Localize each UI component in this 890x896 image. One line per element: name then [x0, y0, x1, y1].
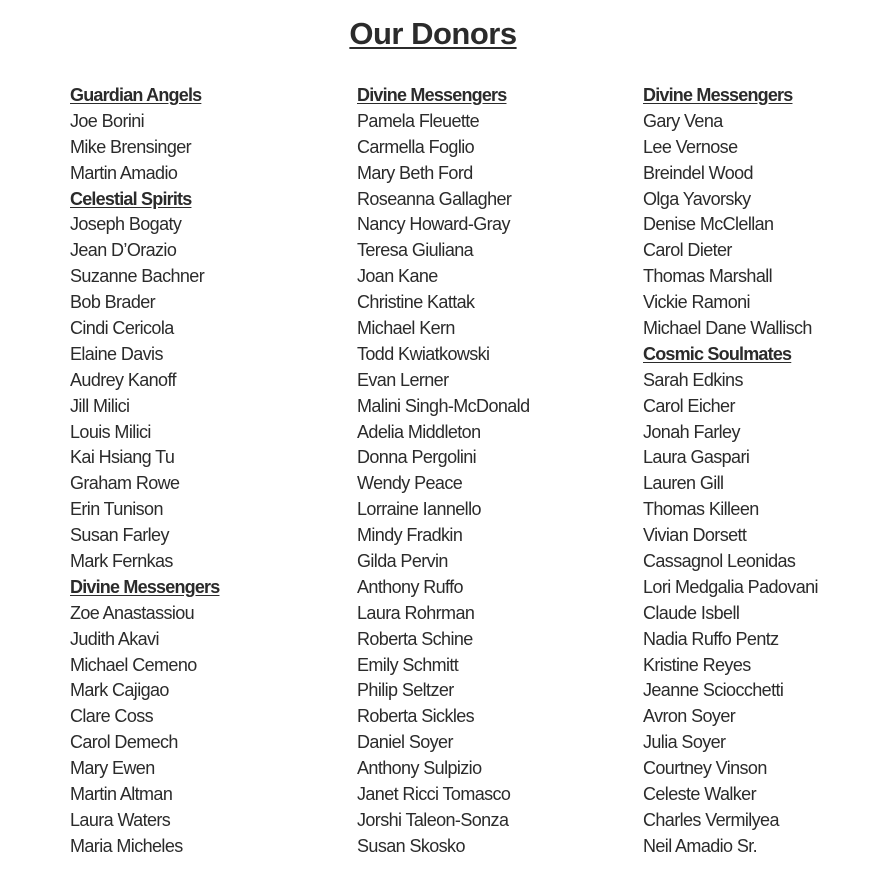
donor-name: Carol Demech	[70, 732, 178, 753]
donor-name: Jean D’Orazio	[70, 240, 177, 261]
donor-name: Denise McClellan	[643, 214, 774, 235]
donor-name: Susan Farley	[70, 525, 169, 546]
donor-column-3	[643, 83, 890, 860]
donor-name: Nadia Ruffo Pentz	[643, 628, 779, 649]
donor-name: Todd Kwiatkowski	[357, 343, 490, 364]
donor-name: Adelia Middleton	[357, 421, 481, 442]
donor-column-2	[357, 83, 607, 860]
donor-name: Carmella Foglio	[357, 136, 475, 157]
donor-name: Judith Akavi	[70, 628, 159, 649]
donor-name: Pamela Fleuette	[357, 110, 480, 131]
donor-name: Nancy Howard-Gray	[357, 214, 510, 235]
donor-name: Gilda Pervin	[357, 551, 448, 572]
donor-name: Roseanna Gallagher	[357, 188, 512, 209]
donor-name: Courtney Vinson	[643, 758, 767, 779]
donor-name: Roberta Sickles	[357, 706, 475, 727]
donor-tier-heading: Cosmic Soulmates	[643, 343, 792, 364]
donor-name: Bob Brader	[70, 292, 156, 313]
donor-name: Christine Kattak	[357, 292, 475, 313]
donor-name: Zoe Anastassiou	[70, 602, 195, 623]
donor-name: Thomas Marshall	[643, 266, 773, 287]
donor-name: Mindy Fradkin	[357, 525, 463, 546]
donor-name: Lee Vernose	[643, 136, 738, 157]
donor-name: Mark Cajigao	[70, 680, 169, 701]
donor-tier-heading: Guardian Angels	[70, 85, 202, 105]
donor-name: Celeste Walker	[643, 784, 756, 805]
donor-name: Anthony Ruffo	[357, 576, 463, 597]
donor-name: Maria Micheles	[70, 835, 183, 856]
donor-name: Kai Hsiang Tu	[70, 447, 175, 468]
donor-name: Emily Schmitt	[357, 654, 459, 675]
donor-name: Anthony Sulpizio	[357, 758, 482, 779]
donor-name: Wendy Peace	[357, 473, 463, 494]
donor-name: Gary Vena	[643, 110, 723, 131]
donor-tier-heading: Divine Messengers	[357, 85, 507, 105]
donor-name: Thomas Killeen	[643, 499, 759, 520]
donor-name: Vivian Dorsett	[643, 525, 747, 546]
donor-name: Joseph Bogaty	[70, 214, 182, 235]
donor-name: Louis Milici	[70, 421, 151, 442]
donor-name: Audrey Kanoff	[70, 369, 176, 390]
donor-name: Erin Tunison	[70, 499, 163, 520]
donor-name: Janet Ricci Tomasco	[357, 784, 511, 805]
donor-name: Malini Singh-McDonald	[357, 395, 530, 416]
donor-name: Lauren Gill	[643, 473, 724, 494]
donor-name: Suzanne Bachner	[70, 266, 205, 287]
donor-name: Carol Eicher	[643, 395, 735, 416]
donor-name: Laura Waters	[70, 809, 171, 830]
donor-name: Joe Borini	[70, 110, 145, 131]
donor-column-1	[70, 83, 320, 860]
donor-name: Martin Amadio	[70, 162, 178, 183]
donor-name: Michael Kern	[357, 318, 455, 339]
donor-name: Jonah Farley	[643, 421, 740, 442]
donor-name: Laura Gaspari	[643, 447, 750, 468]
donor-name: Charles Vermilyea	[643, 809, 779, 830]
donor-name: Jill Milici	[70, 395, 130, 416]
donor-name: Julia Soyer	[643, 732, 726, 753]
donor-name: Kristine Reyes	[643, 654, 751, 675]
donor-name: Lorraine Iannello	[357, 499, 481, 520]
donor-name: Mary Ewen	[70, 758, 155, 779]
donor-name: Lori Medgalia Padovani	[643, 576, 818, 597]
donor-name: Michael Dane Wallisch	[643, 318, 812, 339]
donor-name: Teresa Giuliana	[357, 240, 474, 261]
donor-name: Michael Cemeno	[70, 654, 197, 675]
donor-name: Jorshi Taleon-Sonza	[357, 809, 509, 830]
donor-name: Cassagnol Leonidas	[643, 551, 796, 572]
donor-name: Claude Isbell	[643, 602, 740, 623]
donor-name: Daniel Soyer	[357, 732, 453, 753]
donor-name: Olga Yavorsky	[643, 188, 751, 209]
donor-name: Jeanne Sciocchetti	[643, 680, 784, 701]
donor-name: Joan Kane	[357, 266, 438, 287]
donor-tier-heading: Divine Messengers	[643, 85, 793, 105]
donor-name: Elaine Davis	[70, 343, 163, 364]
donor-tier-heading: Divine Messengers	[70, 576, 220, 597]
donor-name: Graham Rowe	[70, 473, 180, 494]
donor-name: Evan Lerner	[357, 369, 449, 390]
donor-name: Vickie Ramoni	[643, 292, 750, 313]
donor-name: Breindel Wood	[643, 162, 753, 183]
donor-name: Roberta Schine	[357, 628, 473, 649]
donor-name: Philip Seltzer	[357, 680, 454, 701]
donor-name: Cindi Cericola	[70, 318, 174, 339]
donor-name: Clare Coss	[70, 706, 154, 727]
donor-name: Sarah Edkins	[643, 369, 743, 390]
donor-name: Carol Dieter	[643, 240, 732, 261]
donor-name: Mark Fernkas	[70, 551, 173, 572]
donor-name: Avron Soyer	[643, 706, 736, 727]
donor-name: Donna Pergolini	[357, 447, 477, 468]
donor-name: Laura Rohrman	[357, 602, 475, 623]
page-title: Our Donors	[349, 16, 517, 51]
donor-name: Martin Altman	[70, 784, 173, 805]
donor-name: Mike Brensinger	[70, 136, 192, 157]
donor-name: Susan Skosko	[357, 835, 465, 856]
donor-tier-heading: Celestial Spirits	[70, 188, 192, 209]
donor-name: Neil Amadio Sr.	[643, 835, 758, 856]
donor-name: Mary Beth Ford	[357, 162, 473, 183]
